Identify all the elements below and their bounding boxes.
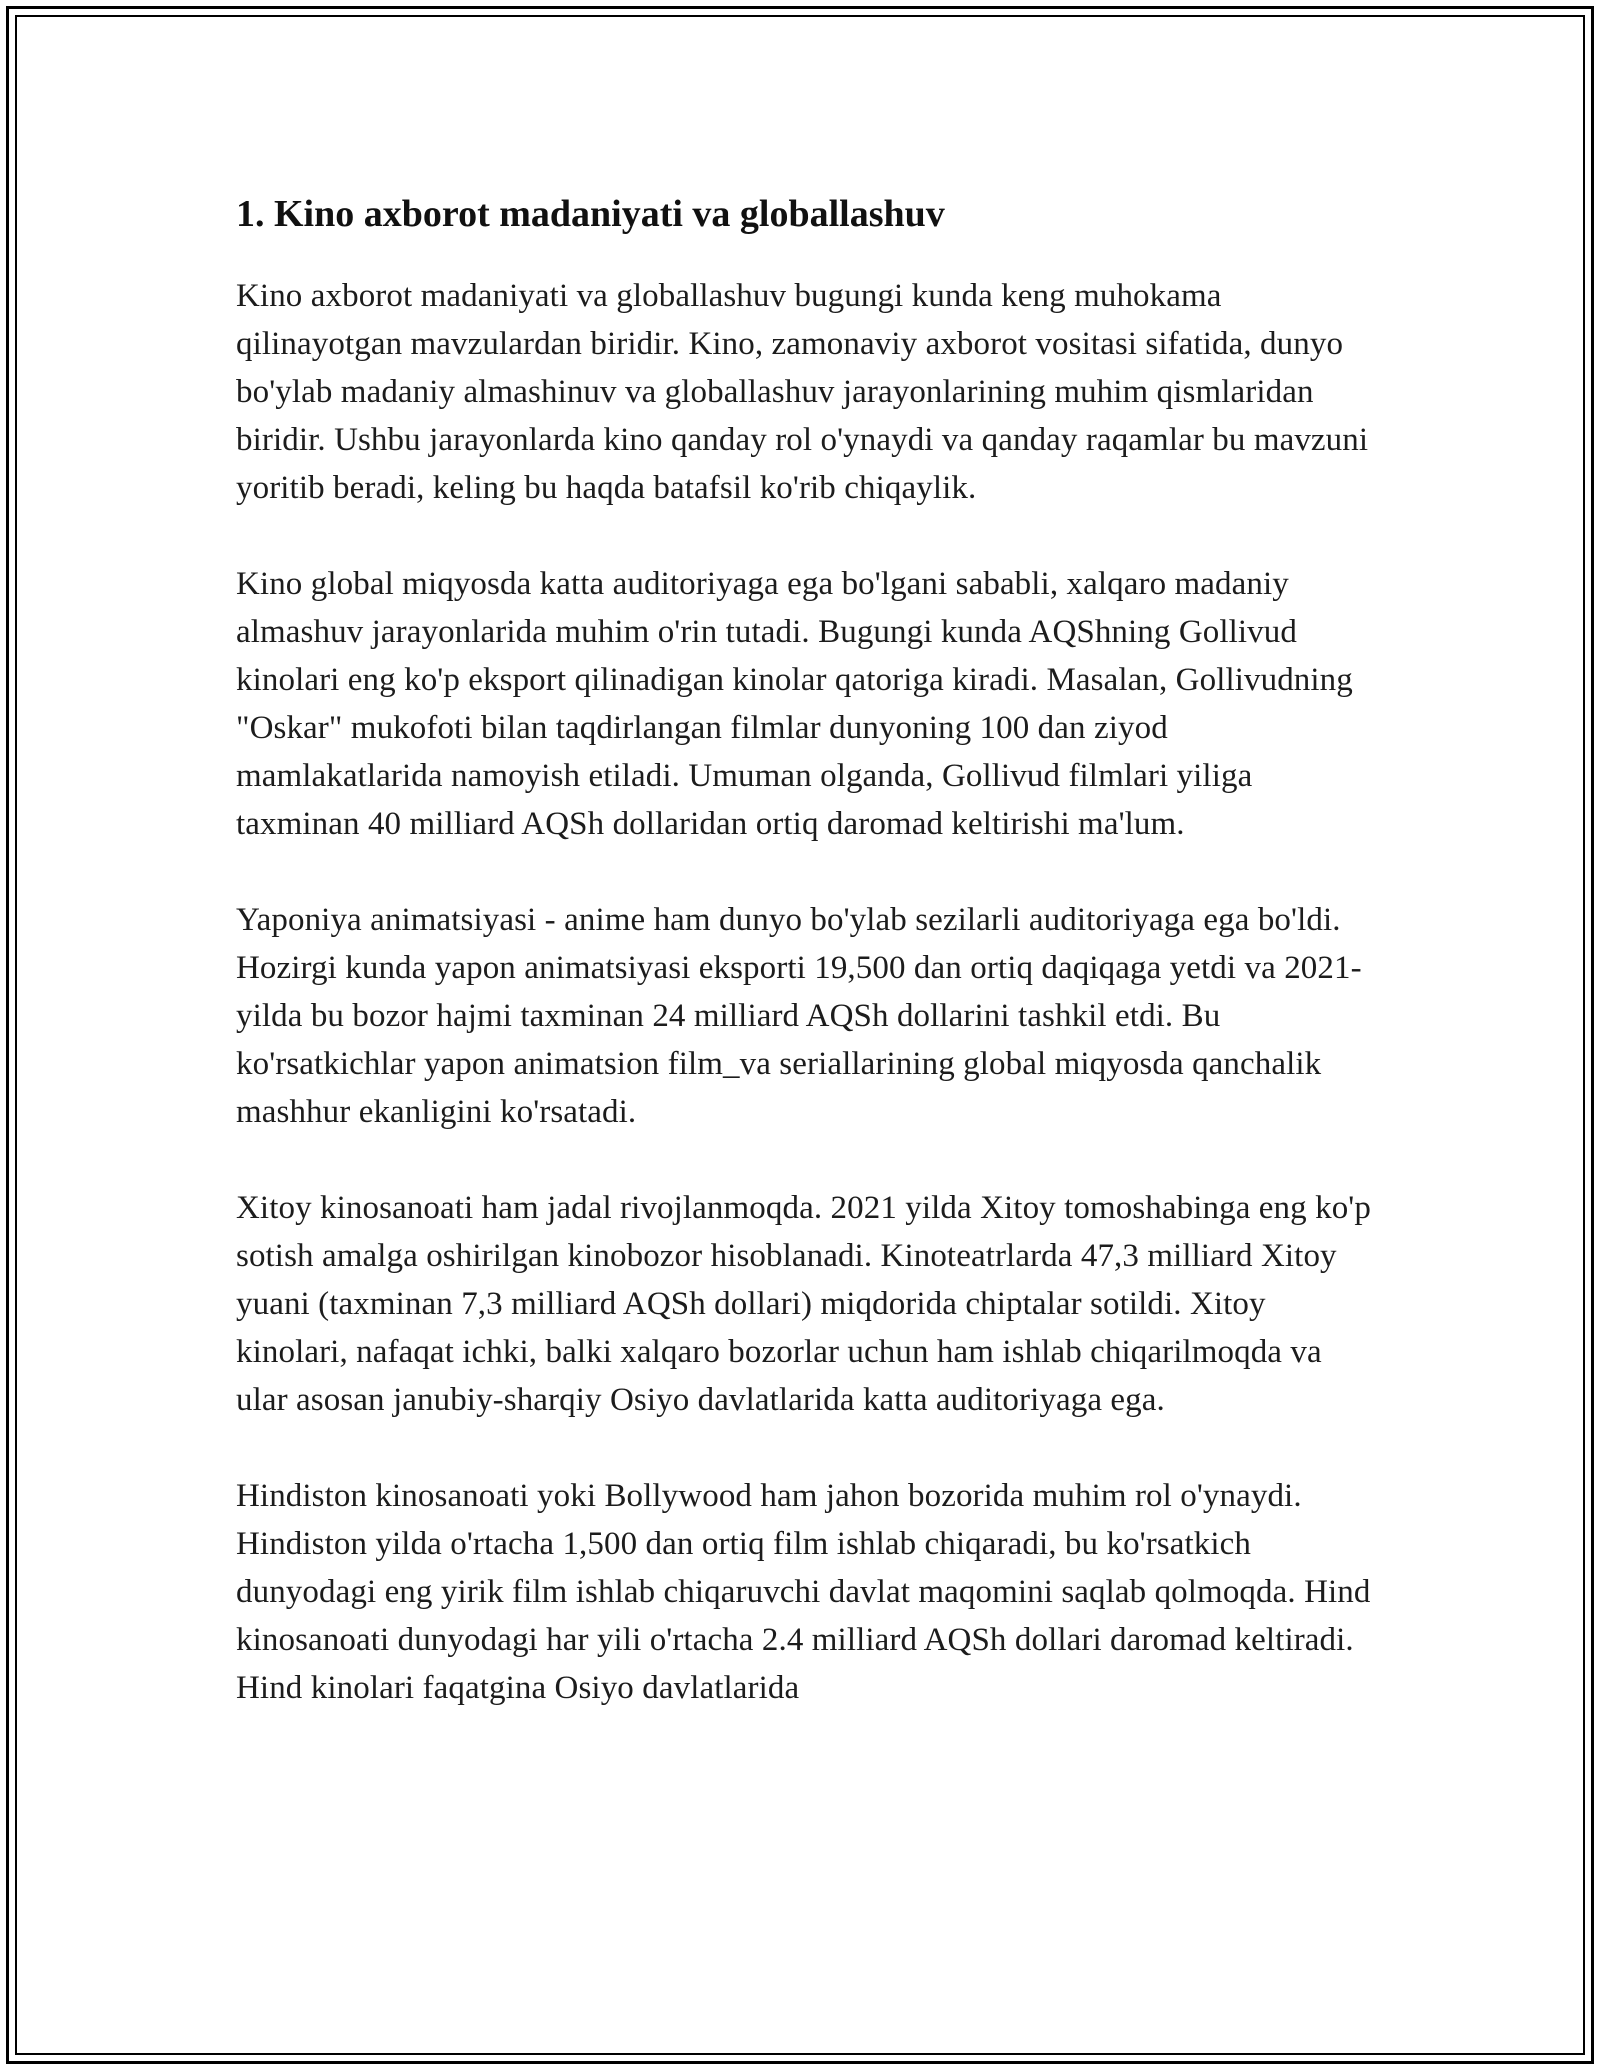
paragraph-china: Xitoy kinosanoati ham jadal rivojlanmoqda. 2021 yilda Xitoy tomoshabinga eng ko'p sotish amalga oshirilgan kinobozor hisoblanadi. Kinoteatrlarda 47,3 milliard Xitoy yuani (taxminan 7,3 milliard AQSh dollari) miqdorida chiptalar sotildi. Xitoy kinolari, nafaqat ichki, balki xalqaro bozorlar uchun ham ishlab chiqarilmoqda va ular asosan janubiy-sharqiy Osiyo davlatlarida katta auditoriyaga ega. [236,1190,1371,1418]
paragraph-hollywood: Kino global miqyosda katta auditoriyaga ega bo'lgani sababli, xalqaro madaniy almashuv jarayonlarida muhim o'rin tutadi. Bugungi kunda AQShning Gollivud kinolari eng ko'p eksport qilinadigan kinolar qatoriga kiradi. Masalan, Gollivudning "Oskar" mukofoti bilan taqdirlangan filmlar dunyoning 100 dan ziyod mamlakatlarida namoyish etiladi. Umuman olganda, Gollivud filmlari yiliga taxminan 40 milliard AQSh dollaridan ortiq daromad keltirishi ma'lum. [236,566,1353,842]
paragraph-intro: Kino axborot madaniyati va globallashuv bugungi kunda keng muhokama qilinayotgan mavzulardan biridir. Kino, zamonaviy axborot vositasi sifatida, dunyo bo'ylab madaniy almashinuv va globallashuv jarayonlarining muhim qismlaridan biridir. Ushbu jarayonlarda kino qanday rol o'ynaydi va qanday raqamlar bu mavzuni yoritib beradi, keling bu haqda batafsil ko'rib chiqaylik. [236,278,1369,506]
paragraph-bollywood: Hindiston kinosanoati yoki Bollywood ham jahon bozorida muhim rol o'ynaydi. Hindiston yilda o'rtacha 1,500 dan ortiq film ishlab chiqaradi, bu ko'rsatkich dunyodagi eng yirik film ishlab chiqaruvchi davlat maqomini saqlab qolmoqda. Hind kinosanoati dunyodagi har yili o'rtacha 2.4 milliard AQSh dollari daromad keltiradi. Hind kinolari faqatgina Osiyo davlatlarida [236,1478,1371,1706]
document-body [236,186,1376,1760]
section-title: 1. Kino axborot madaniyati va globallashuv [236,193,945,235]
paragraph-anime: Yaponiya animatsiyasi - anime ham dunyo bo'ylab sezilarli auditoriyaga ega bo'ldi. Hozirgi kunda yapon animatsiyasi eksporti 19,500 dan ortiq daqiqaga yetdi va 2021-yilda bu bozor hajmi taxminan 24 milliard AQSh dollarini tashkil etdi. Bu ko'rsatkichlar yapon animatsion film_va seriallarining global miqyosda qanchalik mashhur ekanligini ko'rsatadi. [236,902,1362,1130]
